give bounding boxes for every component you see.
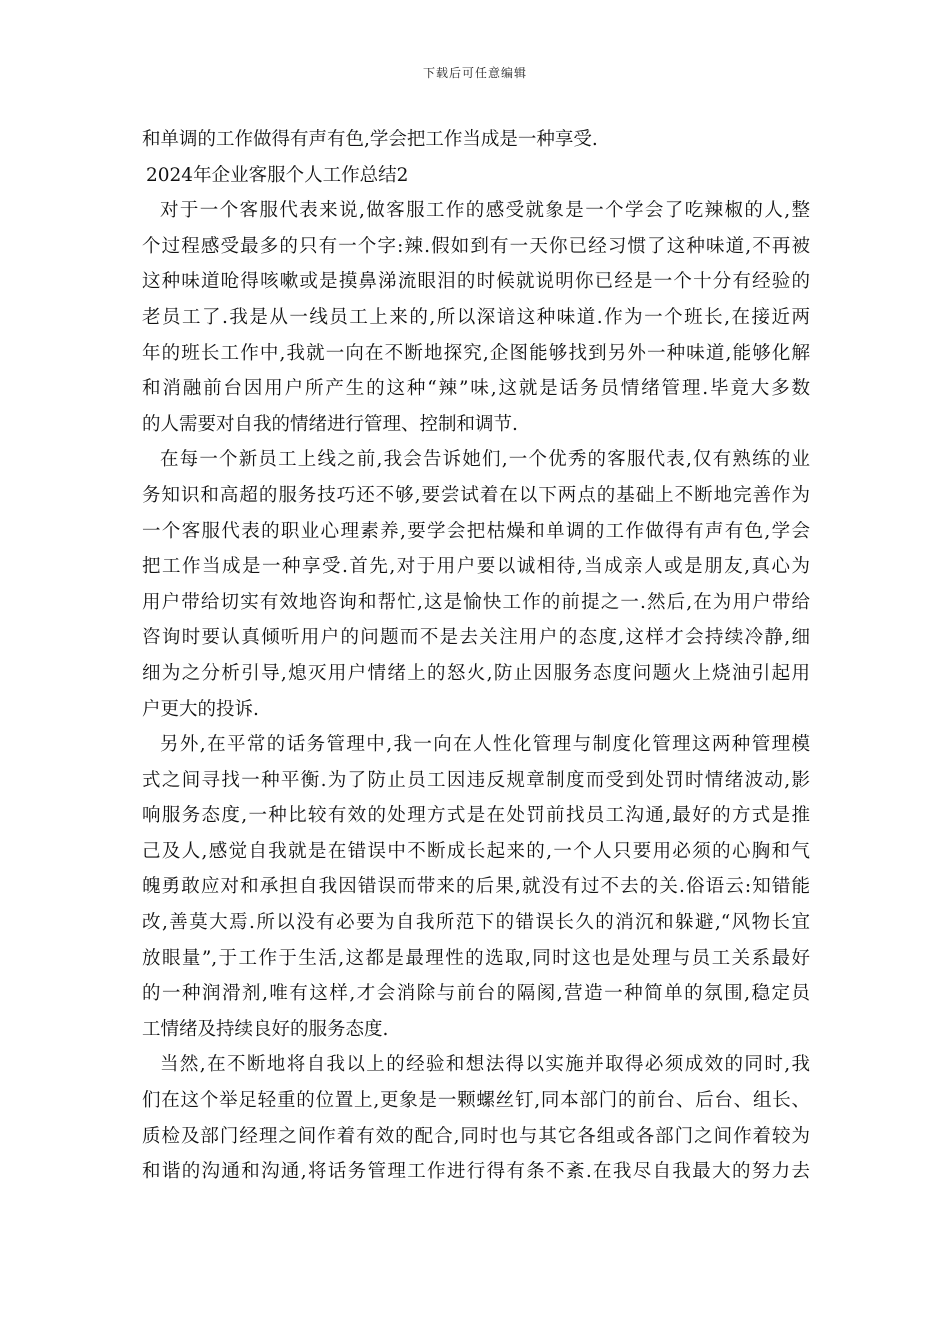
text-line: 老员工了.我是从一线员工上来的,所以深谙这种味道.作为一个班长,在接近两 bbox=[142, 306, 810, 328]
text-line: 式之间寻找一种平衡.为了防止员工因违反规章制度而受到处罚时情绪波动,影 bbox=[142, 769, 810, 791]
text-line: 个过程感受最多的只有一个字:辣.假如到有一天你已经习惯了这种味道,不再被 bbox=[142, 235, 810, 257]
text-line: 用户带给切实有效地咨询和帮忙,这是愉快工作的前提之一.然后,在为用户带给 bbox=[142, 591, 810, 613]
text-line: 魄勇敢应对和承担自我因错误而带来的后果,就没有过不去的关.俗语云:知错能 bbox=[142, 876, 810, 898]
text-line: 和谐的沟通和沟通,将话务管理工作进行得有条不紊.在我尽自我最大的努力去 bbox=[142, 1161, 810, 1183]
text-line: 工情绪及持续良好的服务态度. bbox=[142, 1018, 389, 1040]
section-title: 2024年企业客服个人工作总结2 bbox=[146, 164, 409, 186]
text-line: 这种味道呛得咳嗽或是摸鼻涕流眼泪的时候就说明你已经是一个十分有经验的 bbox=[142, 271, 810, 293]
text-line: 们在这个举足轻重的位置上,更象是一颗螺丝钉,同本部门的前台、后台、组长、 bbox=[142, 1090, 810, 1112]
text-line: 务知识和高超的服务技巧还不够,要尝试着在以下两点的基础上不断地完善作为 bbox=[142, 484, 810, 506]
page-header: 下载后可任意编辑 bbox=[422, 66, 527, 80]
text-line: 放眼量”,于工作于生活,这都是最理性的选取,同时这也是处理与员工关系最好 bbox=[142, 947, 810, 969]
text-line: 改,善莫大焉.所以没有必要为自我所范下的错误长久的消沉和躲避,“风物长宜 bbox=[142, 912, 810, 934]
text-line: 当然,在不断地将自我以上的经验和想法得以实施并取得必须成效的同时,我 bbox=[160, 1054, 810, 1076]
text-line: 在每一个新员工上线之前,我会告诉她们,一个优秀的客服代表,仅有熟练的业 bbox=[160, 449, 810, 471]
text-line: 己及人,感觉自我就是在错误中不断成长起来的,一个人只要用必须的心胸和气 bbox=[142, 840, 810, 862]
text-line: 户更大的投诉. bbox=[142, 698, 259, 720]
text-line: 细为之分析引导,熄灭用户情绪上的怒火,防止因服务态度问题火上烧油引起用 bbox=[142, 662, 810, 684]
text-line: 一个客服代表的职业心理素养,要学会把枯燥和单调的工作做得有声有色,学会 bbox=[142, 520, 810, 542]
text-line: 响服务态度,一种比较有效的处理方式是在处罚前找员工沟通,最好的方式是推 bbox=[142, 805, 810, 827]
text-line: 把工作当成是一种享受.首先,对于用户要以诚相待,当成亲人或是朋友,真心为 bbox=[142, 556, 810, 578]
text-line: 的一种润滑剂,唯有这样,才会消除与前台的隔阂,营造一种简单的氛围,稳定员 bbox=[142, 983, 810, 1005]
text-line: 对于一个客服代表来说,做客服工作的感受就象是一个学会了吃辣椒的人,整 bbox=[160, 200, 810, 222]
text-line: 另外,在平常的话务管理中,我一向在人性化管理与制度化管理这两种管理模 bbox=[160, 734, 810, 756]
text-line: 的人需要对自我的情绪进行管理、控制和调节. bbox=[142, 413, 518, 435]
text-line: 年的班长工作中,我就一向在不断地探究,企图能够找到另外一种味道,能够化解 bbox=[142, 342, 810, 364]
text-line: 和消融前台因用户所产生的这种“辣”味,这就是话务员情绪管理.毕竟大多数 bbox=[142, 378, 810, 400]
text-line: 质检及部门经理之间作着有效的配合,同时也与其它各组或各部门之间作着较为 bbox=[142, 1125, 810, 1147]
text-line: 咨询时要认真倾听用户的问题而不是去关注用户的态度,这样才会持续冷静,细 bbox=[142, 627, 810, 649]
document-body bbox=[142, 122, 810, 1190]
text-line: 和单调的工作做得有声有色,学会把工作当成是一种享受. bbox=[142, 129, 598, 150]
